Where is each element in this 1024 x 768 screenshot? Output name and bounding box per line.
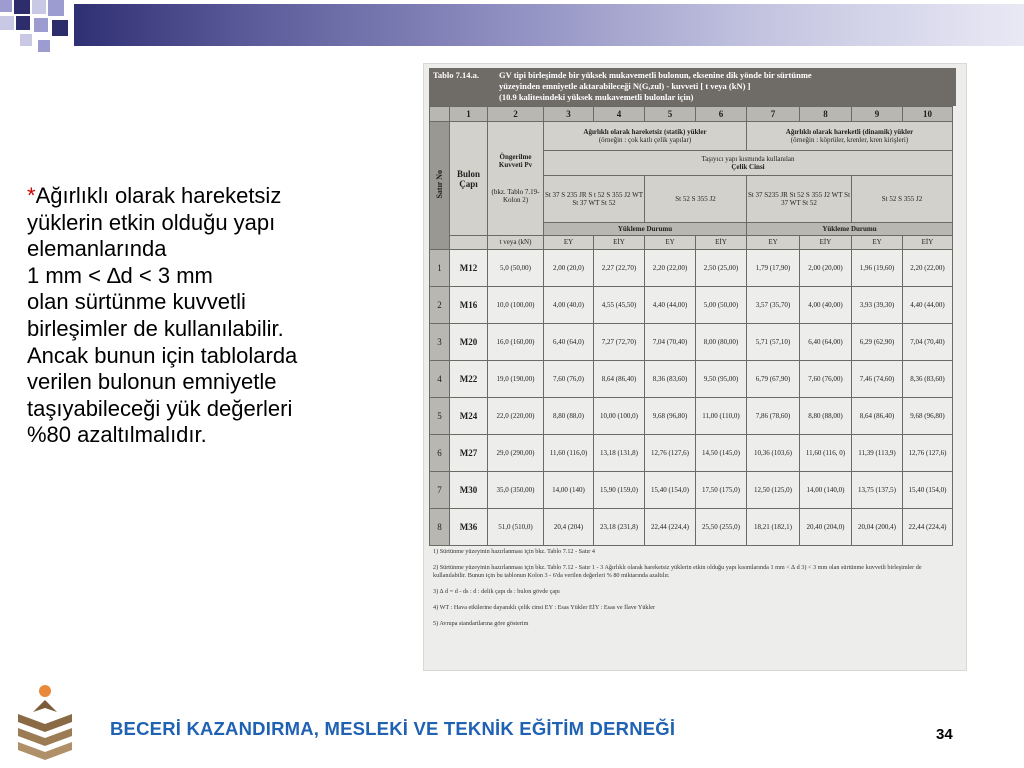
footnote: 2) Sürtünme yüzeyinin hazırlanması için bkz. Tablo 7.12 - Satır 1 - 3 Ağırlıklı olarak hareketsiz yüklerin etkin olduğu yapı kısımlarında 1 mm < ∆ d 3) < 3 mm olan sürtünme kuvvetli birleşimler de kullanılabilir. Bunun için bu tablonun Kolon 3 - 6'da verilen değerleri % 80 miktarında azaltılır. xyxy=(433,564,922,579)
caption-line-1: GV tipi birleşimde bir yüksek mukavemetli bulonun, eksenine dik yönde bir sürtünme xyxy=(499,70,812,80)
deco-square xyxy=(0,0,12,12)
paragraph-line-3: elemanlarında xyxy=(27,236,167,262)
col-number: 8 xyxy=(800,107,852,122)
capacity-value: 6,79 (67,90) xyxy=(747,361,800,398)
capacity-value: 8,00 (80,00) xyxy=(696,324,747,361)
steel-type-header: Taşıyıcı yapı kısmında kullanılan Çelik Cinsi xyxy=(544,151,953,176)
footnote: 3) ∆ d = d - ds : d : delik çapı ds : bulon gövde çapı xyxy=(433,588,560,595)
row-number: 7 xyxy=(430,472,450,509)
capacity-value: 14,50 (145,0) xyxy=(696,435,747,472)
capacity-value: 2,27 (22,70) xyxy=(594,250,645,287)
capacity-value: 2,20 (22,00) xyxy=(903,250,953,287)
row-number: 3 xyxy=(430,324,450,361)
table-row xyxy=(430,324,953,361)
preload-value: 16,0 (160,00) xyxy=(488,324,544,361)
preload-value: 22,0 (220,00) xyxy=(488,398,544,435)
load-case: EİY xyxy=(696,236,747,250)
capacity-value: 11,60 (116,0) xyxy=(544,435,594,472)
paragraph-line-2: yüklerin etkin olduğu yapı xyxy=(27,209,276,235)
deco-square xyxy=(20,34,32,46)
row-number: 2 xyxy=(430,287,450,324)
unit-label: t veya (kN) xyxy=(488,236,544,250)
preload-value: 29,0 (290,00) xyxy=(488,435,544,472)
capacity-value: 3,57 (35,70) xyxy=(747,287,800,324)
capacity-value: 2,00 (20,0) xyxy=(544,250,594,287)
paragraph-line-4: 1 mm < ∆d < 3 mm xyxy=(27,262,213,288)
capacity-value: 7,04 (70,40) xyxy=(903,324,953,361)
table-row xyxy=(430,435,953,472)
load-case: EİY xyxy=(594,236,645,250)
capacity-value: 8,64 (86,40) xyxy=(594,361,645,398)
capacity-value: 15,90 (159,0) xyxy=(594,472,645,509)
page-number: 34 xyxy=(936,726,953,743)
capacity-value: 11,00 (110,0) xyxy=(696,398,747,435)
deco-square xyxy=(14,0,30,14)
paragraph-line-1: *Ağırlıklı olarak hareketsiz xyxy=(27,183,282,208)
caption-line-2: yüzeyinden emniyetle aktarabileceği N(G,zul) - kuvveti [ t veya (kN) ] xyxy=(499,81,751,91)
load-type-row xyxy=(430,122,953,151)
capacity-value: 20,04 (200,4) xyxy=(852,509,903,546)
capacity-value: 6,29 (62,90) xyxy=(852,324,903,361)
capacity-value: 7,60 (76,00) xyxy=(800,361,852,398)
row-number: 6 xyxy=(430,435,450,472)
deco-square xyxy=(48,0,64,16)
capacity-value: 17,50 (175,0) xyxy=(696,472,747,509)
capacity-value: 4,00 (40,00) xyxy=(800,287,852,324)
bolt-size: M30 xyxy=(450,472,488,509)
capacity-value: 14,00 (140) xyxy=(544,472,594,509)
capacity-value: 13,18 (131,8) xyxy=(594,435,645,472)
load-case: EİY xyxy=(903,236,953,250)
capacity-value: 9,50 (95,00) xyxy=(696,361,747,398)
capacity-value: 15,40 (154,0) xyxy=(903,472,953,509)
load-case: EY xyxy=(747,236,800,250)
capacity-value: 8,36 (83,60) xyxy=(645,361,696,398)
row-number: 1 xyxy=(430,250,450,287)
preload-value: 10,0 (100,00) xyxy=(488,287,544,324)
capacity-value: 9,68 (96,80) xyxy=(903,398,953,435)
footnote: 1) Sürtünme yüzeyinin hazırlanması için bkz. Tablo 7.12 - Satır 4 xyxy=(433,548,596,555)
col-number: 10 xyxy=(903,107,953,122)
association-logo-icon xyxy=(12,684,78,760)
bolt-size: M36 xyxy=(450,509,488,546)
bolt-size: M22 xyxy=(450,361,488,398)
capacity-value: 8,80 (88,0) xyxy=(544,398,594,435)
capacity-value: 15,40 (154,0) xyxy=(645,472,696,509)
table-row xyxy=(430,287,953,324)
asterisk-marker: * xyxy=(27,183,36,208)
footer-title: BECERİ KAZANDIRMA, MESLEKİ VE TEKNİK EĞİTİM DERNEĞİ xyxy=(110,718,676,739)
steel-group-4: St 52 S 355 J2 xyxy=(852,176,953,223)
row-number: 5 xyxy=(430,398,450,435)
capacity-value: 12,76 (127,6) xyxy=(645,435,696,472)
capacity-value: 9,68 (96,80) xyxy=(645,398,696,435)
table-row xyxy=(430,398,953,435)
capacity-value: 8,80 (88,00) xyxy=(800,398,852,435)
capacity-value: 5,71 (57,10) xyxy=(747,324,800,361)
capacity-value: 1,96 (19,60) xyxy=(852,250,903,287)
header-gradient-bar xyxy=(74,4,1024,46)
load-case: EY xyxy=(544,236,594,250)
table-row xyxy=(430,361,953,398)
slide-paragraph xyxy=(27,183,397,449)
bolt-size: M24 xyxy=(450,398,488,435)
deco-square xyxy=(34,18,48,32)
col-number: 6 xyxy=(696,107,747,122)
static-loads-header: Ağırlıklı olarak hareketsiz (statik) yükler (örneğin : çok katlı çelik yapılar) xyxy=(544,122,747,151)
row-number: 8 xyxy=(430,509,450,546)
capacity-value: 7,27 (72,70) xyxy=(594,324,645,361)
row-number: 4 xyxy=(430,361,450,398)
capacity-value: 4,00 (40,0) xyxy=(544,287,594,324)
col-number: 3 xyxy=(544,107,594,122)
table-row xyxy=(430,472,953,509)
paragraph-line-7: Ancak bunun için tablolarda xyxy=(27,342,298,368)
capacity-value: 2,50 (25,00) xyxy=(696,250,747,287)
capacity-value: 10,00 (100,0) xyxy=(594,398,645,435)
paragraph-line-5: olan sürtünme kuvvetli xyxy=(27,289,246,315)
col-number: 2 xyxy=(488,107,544,122)
bolt-col-spacer xyxy=(450,236,488,250)
capacity-value: 25,50 (255,0) xyxy=(696,509,747,546)
capacity-value: 8,64 (86,40) xyxy=(852,398,903,435)
footnote: 5) Avrupa standartlarına göre gösterim xyxy=(433,620,529,627)
capacity-value: 12,76 (127,6) xyxy=(903,435,953,472)
load-case: EİY xyxy=(800,236,852,250)
load-case-title-dynamic: Yükleme Durumu xyxy=(747,223,953,236)
steel-group-3: St 37 S235 JR St 52 S 355 J2 WT St 37 WT St 52 xyxy=(747,176,852,223)
steel-group-1: St 37 S 235 JR S t 52 S 355 J2 WT St 37 WT St 52 xyxy=(544,176,645,223)
deco-square xyxy=(38,40,50,52)
preload-value: 19,0 (190,00) xyxy=(488,361,544,398)
capacity-value: 11,39 (113,9) xyxy=(852,435,903,472)
load-case: EY xyxy=(645,236,696,250)
capacity-value: 22,44 (224,4) xyxy=(645,509,696,546)
capacity-value: 12,50 (125,0) xyxy=(747,472,800,509)
capacity-value: 1,79 (17,90) xyxy=(747,250,800,287)
capacity-value: 2,00 (20,00) xyxy=(800,250,852,287)
row-number-header: Satır No xyxy=(430,122,450,250)
caption-line-3: (10.9 kalitesindeki yüksek mukavemetli bulonlar için) xyxy=(499,92,694,102)
load-case-title-static: Yükleme Durumu xyxy=(544,223,747,236)
load-case-row xyxy=(430,236,953,250)
capacity-value: 23,18 (231,8) xyxy=(594,509,645,546)
capacity-value: 20,40 (204,0) xyxy=(800,509,852,546)
dynamic-loads-header: Ağırlıklı olarak hareketli (dinamik) yükler (örneğin : köprüler, krenler, kren kirişleri) xyxy=(747,122,953,151)
capacity-value: 7,46 (74,60) xyxy=(852,361,903,398)
table-row xyxy=(430,250,953,287)
capacity-value: 22,44 (224,4) xyxy=(903,509,953,546)
col-number: 4 xyxy=(594,107,645,122)
bolt-size: M20 xyxy=(450,324,488,361)
col-number: 1 xyxy=(450,107,488,122)
deco-square xyxy=(52,20,68,36)
bolt-size: M16 xyxy=(450,287,488,324)
preload-header: Öngerilme Kuvveti Pv (bkz. Tablo 7.19- Kolon 2) xyxy=(488,122,544,236)
capacity-value: 6,40 (64,00) xyxy=(800,324,852,361)
capacity-value: 7,04 (70,40) xyxy=(645,324,696,361)
capacity-value: 18,21 (182,1) xyxy=(747,509,800,546)
capacity-value: 8,36 (83,60) xyxy=(903,361,953,398)
load-case: EY xyxy=(852,236,903,250)
scanned-table-image xyxy=(423,63,967,671)
col-number: 5 xyxy=(645,107,696,122)
preload-value: 35,0 (350,00) xyxy=(488,472,544,509)
paragraph-line-9: taşıyabileceği yük değerleri xyxy=(27,395,293,421)
table-footnotes xyxy=(433,548,953,636)
table-number: Tablo 7.14.a. xyxy=(433,70,479,80)
preload-value: 51,0 (510,0) xyxy=(488,509,544,546)
bolt-size: M27 xyxy=(450,435,488,472)
capacity-value: 7,86 (78,60) xyxy=(747,398,800,435)
paragraph-line-8: verilen bulonun emniyetle xyxy=(27,369,277,395)
capacity-value: 11,60 (116, 0) xyxy=(800,435,852,472)
capacity-value: 5,00 (50,00) xyxy=(696,287,747,324)
capacity-value: 3,93 (39,30) xyxy=(852,287,903,324)
bolt-diameter-header: Bulon Çapı xyxy=(450,122,488,236)
capacity-value: 6,40 (64,0) xyxy=(544,324,594,361)
capacity-value: 13,75 (137,5) xyxy=(852,472,903,509)
col-number xyxy=(430,107,450,122)
column-number-row xyxy=(430,107,953,122)
col-number: 7 xyxy=(747,107,800,122)
paragraph-line-10: %80 azaltılmalıdır. xyxy=(27,422,207,448)
capacity-value: 10,36 (103,6) xyxy=(747,435,800,472)
capacity-value: 14,00 (140,0) xyxy=(800,472,852,509)
bolt-size: M12 xyxy=(450,250,488,287)
table-caption xyxy=(429,68,956,106)
paragraph-line-6: birleşimler de kullanılabilir. xyxy=(27,315,284,341)
col-number: 9 xyxy=(852,107,903,122)
capacity-value: 4,40 (44,00) xyxy=(645,287,696,324)
table-body xyxy=(430,250,953,546)
deco-square xyxy=(0,16,14,30)
table-row xyxy=(430,509,953,546)
deco-square xyxy=(16,16,30,30)
preload-value: 5,0 (50,00) xyxy=(488,250,544,287)
steel-group-2: St 52 S 355 J2 xyxy=(645,176,747,223)
bolt-capacity-table xyxy=(429,106,953,546)
capacity-value: 4,40 (44,00) xyxy=(903,287,953,324)
footnote: 4) WT : Hava etkilerine dayanıklı çelik cinsi EY : Esas Yükler EİY : Esas ve İlave Yükler xyxy=(433,604,656,611)
capacity-value: 7,60 (76,0) xyxy=(544,361,594,398)
deco-square xyxy=(32,0,46,14)
capacity-value: 2,20 (22,00) xyxy=(645,250,696,287)
capacity-value: 20,4 (204) xyxy=(544,509,594,546)
capacity-value: 4,55 (45,50) xyxy=(594,287,645,324)
